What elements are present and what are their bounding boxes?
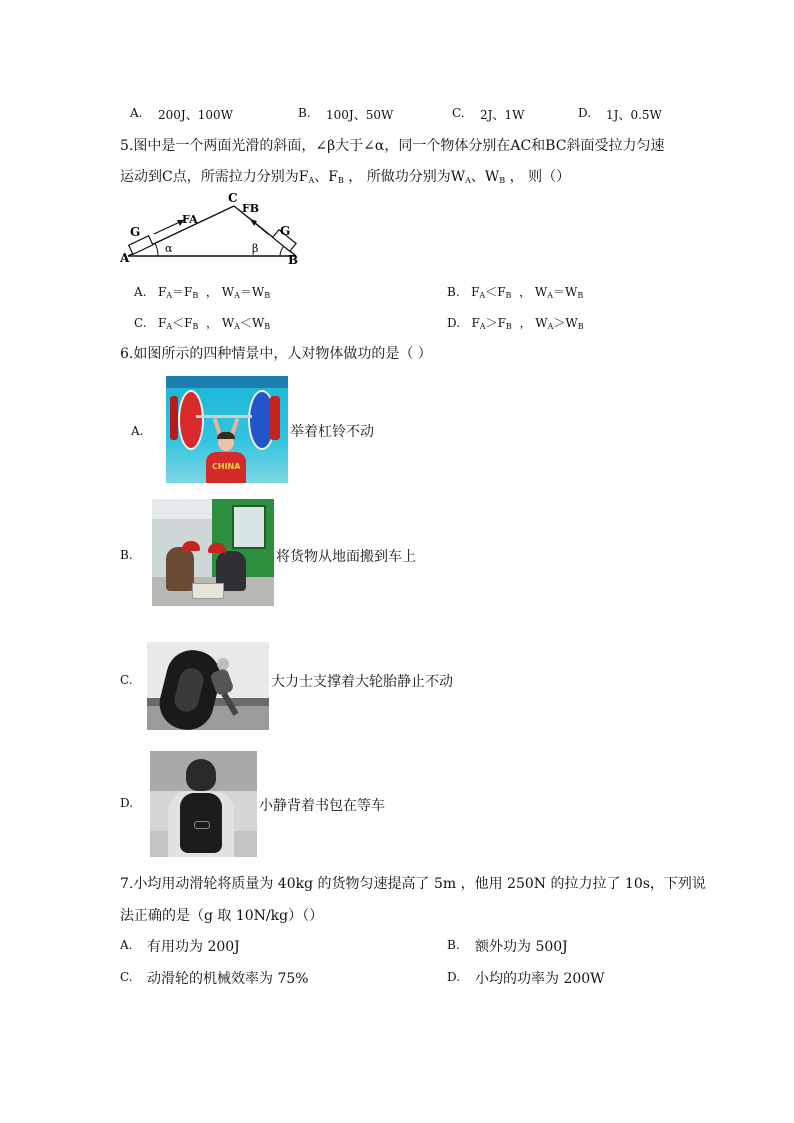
person-left-body	[166, 547, 194, 591]
label-fb: FB	[242, 202, 260, 215]
f-symbol: F	[158, 316, 167, 330]
q4-option-b-text: 100J、50W	[326, 108, 394, 122]
sub: A	[166, 291, 173, 300]
q5-sub: B	[337, 176, 344, 185]
q4-option-a-text: 200J、100W	[158, 108, 233, 122]
barbell-bar	[196, 415, 252, 418]
q5-text: 、F	[314, 169, 338, 185]
q5-sub: A	[465, 176, 471, 185]
bus-window	[232, 505, 266, 549]
sub: B	[577, 322, 584, 331]
f-symbol: F	[157, 285, 167, 299]
red-cap-left	[182, 541, 200, 551]
q4-option-b-letter: B.	[298, 106, 311, 120]
sub: A	[479, 291, 486, 300]
tire-photo	[147, 642, 269, 730]
q7-option-c-text: 动滑轮的机械效率为 75%	[147, 971, 309, 987]
relation: ＜W	[239, 316, 265, 330]
w-symbol: ， W	[206, 316, 235, 330]
f-symbol: F	[471, 316, 480, 330]
plate-right-outer	[270, 396, 280, 440]
sub: A	[547, 322, 554, 331]
cargo-photo	[152, 499, 274, 606]
relation: ＝W	[239, 285, 265, 299]
label-alpha: α	[165, 242, 173, 255]
sub: B	[505, 291, 512, 300]
sub: B	[192, 322, 199, 331]
w-symbol: ， W	[519, 285, 548, 299]
q5-text: 、W	[470, 169, 500, 185]
q6-option-c-letter: C.	[120, 673, 133, 687]
q5-option-b	[447, 283, 583, 300]
f-symbol: F	[471, 285, 480, 299]
q7-option-a-text: 有用功为 200J	[147, 939, 240, 955]
q7-stem-line1: 7.小均用动滑轮将质量为 40kg 的货物匀速提高了 5m ，他用 250N 的拉力拉了 10s，下列说	[120, 876, 706, 892]
sub: B	[264, 322, 271, 331]
q5-stem-line1: 5.图中是一个两面光滑的斜面，∠β大于∠α，同一个物体分别在AC和BC斜面受拉力匀速	[120, 138, 665, 154]
label-g-left: G	[130, 225, 141, 239]
hair	[186, 759, 216, 791]
relation: ＜F	[172, 316, 193, 330]
q6-stem: 6.如图所示的四种情景中，人对物体做功的是（ ）	[120, 346, 432, 362]
sub: A	[234, 291, 240, 300]
backpack-logo	[194, 821, 210, 829]
option-letter: A.	[134, 285, 147, 299]
q7-stem-line2: 法正确的是（g 取 10N/kg）（）	[120, 908, 324, 924]
relation: ＜F	[485, 285, 506, 299]
q6-option-b-letter: B.	[120, 548, 133, 562]
label-c: C	[228, 191, 238, 205]
w-symbol: ， W	[205, 285, 235, 299]
jersey-text: CHINA	[212, 462, 241, 471]
label-g-right: G	[280, 224, 291, 238]
q6-option-a-letter: A.	[131, 424, 144, 438]
label-fa: FA	[182, 213, 198, 226]
q5-sub: A	[308, 176, 315, 185]
option-letter: B.	[447, 285, 460, 299]
q7-option-c-letter: C.	[120, 970, 133, 984]
sub: A	[234, 322, 240, 331]
sub: A	[479, 322, 486, 331]
q5-stem-line2	[120, 166, 570, 186]
sub: A	[547, 291, 553, 300]
q5-option-c	[134, 314, 270, 331]
label-beta: β	[252, 242, 259, 255]
label-b: B	[288, 253, 299, 267]
sub: B	[577, 291, 584, 300]
plate-left	[178, 390, 204, 450]
relation: ＞W	[553, 316, 578, 330]
q4-option-c-text: 2J、1W	[480, 108, 525, 122]
q7-option-b-text: 额外功为 500J	[475, 939, 568, 955]
q6-option-c-caption: 大力士支撑着大轮胎静止不动	[271, 674, 453, 690]
cargo-box	[192, 583, 224, 599]
hair	[217, 432, 235, 439]
sub: B	[264, 291, 271, 300]
angle-beta-arc	[280, 246, 284, 256]
q7-option-d-text: 小均的功率为 200W	[475, 971, 605, 987]
q5-option-d	[447, 314, 584, 331]
q5-text: 运动到C点，所需拉力分别为F	[120, 169, 309, 185]
q7-option-b-letter: B.	[447, 938, 460, 952]
sub: A	[166, 322, 173, 331]
sub: B	[505, 322, 512, 331]
q5-option-a	[134, 283, 270, 300]
q5-sub: B	[499, 176, 506, 185]
q4-option-a-letter: A.	[130, 106, 143, 120]
w-symbol: ， W	[519, 316, 548, 330]
q4-option-d-text: 1J、0.5W	[606, 108, 662, 122]
sub: B	[192, 291, 199, 300]
q7-option-a-letter: A.	[120, 938, 133, 952]
q6-option-a-caption: 举着杠铃不动	[290, 424, 374, 440]
weightlifter-photo	[166, 376, 288, 483]
option-letter: C.	[134, 316, 147, 330]
q6-option-b-caption: 将货物从地面搬到车上	[276, 549, 416, 565]
arrowhead-fb	[250, 219, 257, 226]
q7-option-d-letter: D.	[447, 970, 461, 984]
q4-option-d-letter: D.	[578, 106, 592, 120]
photo-banner	[166, 376, 288, 388]
backpack-photo	[150, 751, 257, 857]
q4-option-c-letter: C.	[452, 106, 465, 120]
relation: ＝W	[553, 285, 578, 299]
plate-left-inner	[170, 396, 178, 440]
q5-text: ， 则（）	[509, 169, 571, 185]
option-letter: D.	[447, 316, 461, 330]
relation: ＝F	[172, 285, 193, 299]
label-a: A	[120, 251, 130, 265]
red-cap-right	[208, 543, 226, 553]
q6-option-d-letter: D.	[120, 796, 134, 810]
q6-option-d-caption: 小静背着书包在等车	[259, 798, 385, 814]
incline-diagram	[118, 190, 308, 270]
angle-alpha-arc	[155, 243, 158, 256]
q5-text: ， 所做功分别为W	[348, 169, 466, 185]
relation: ＞F	[485, 316, 506, 330]
